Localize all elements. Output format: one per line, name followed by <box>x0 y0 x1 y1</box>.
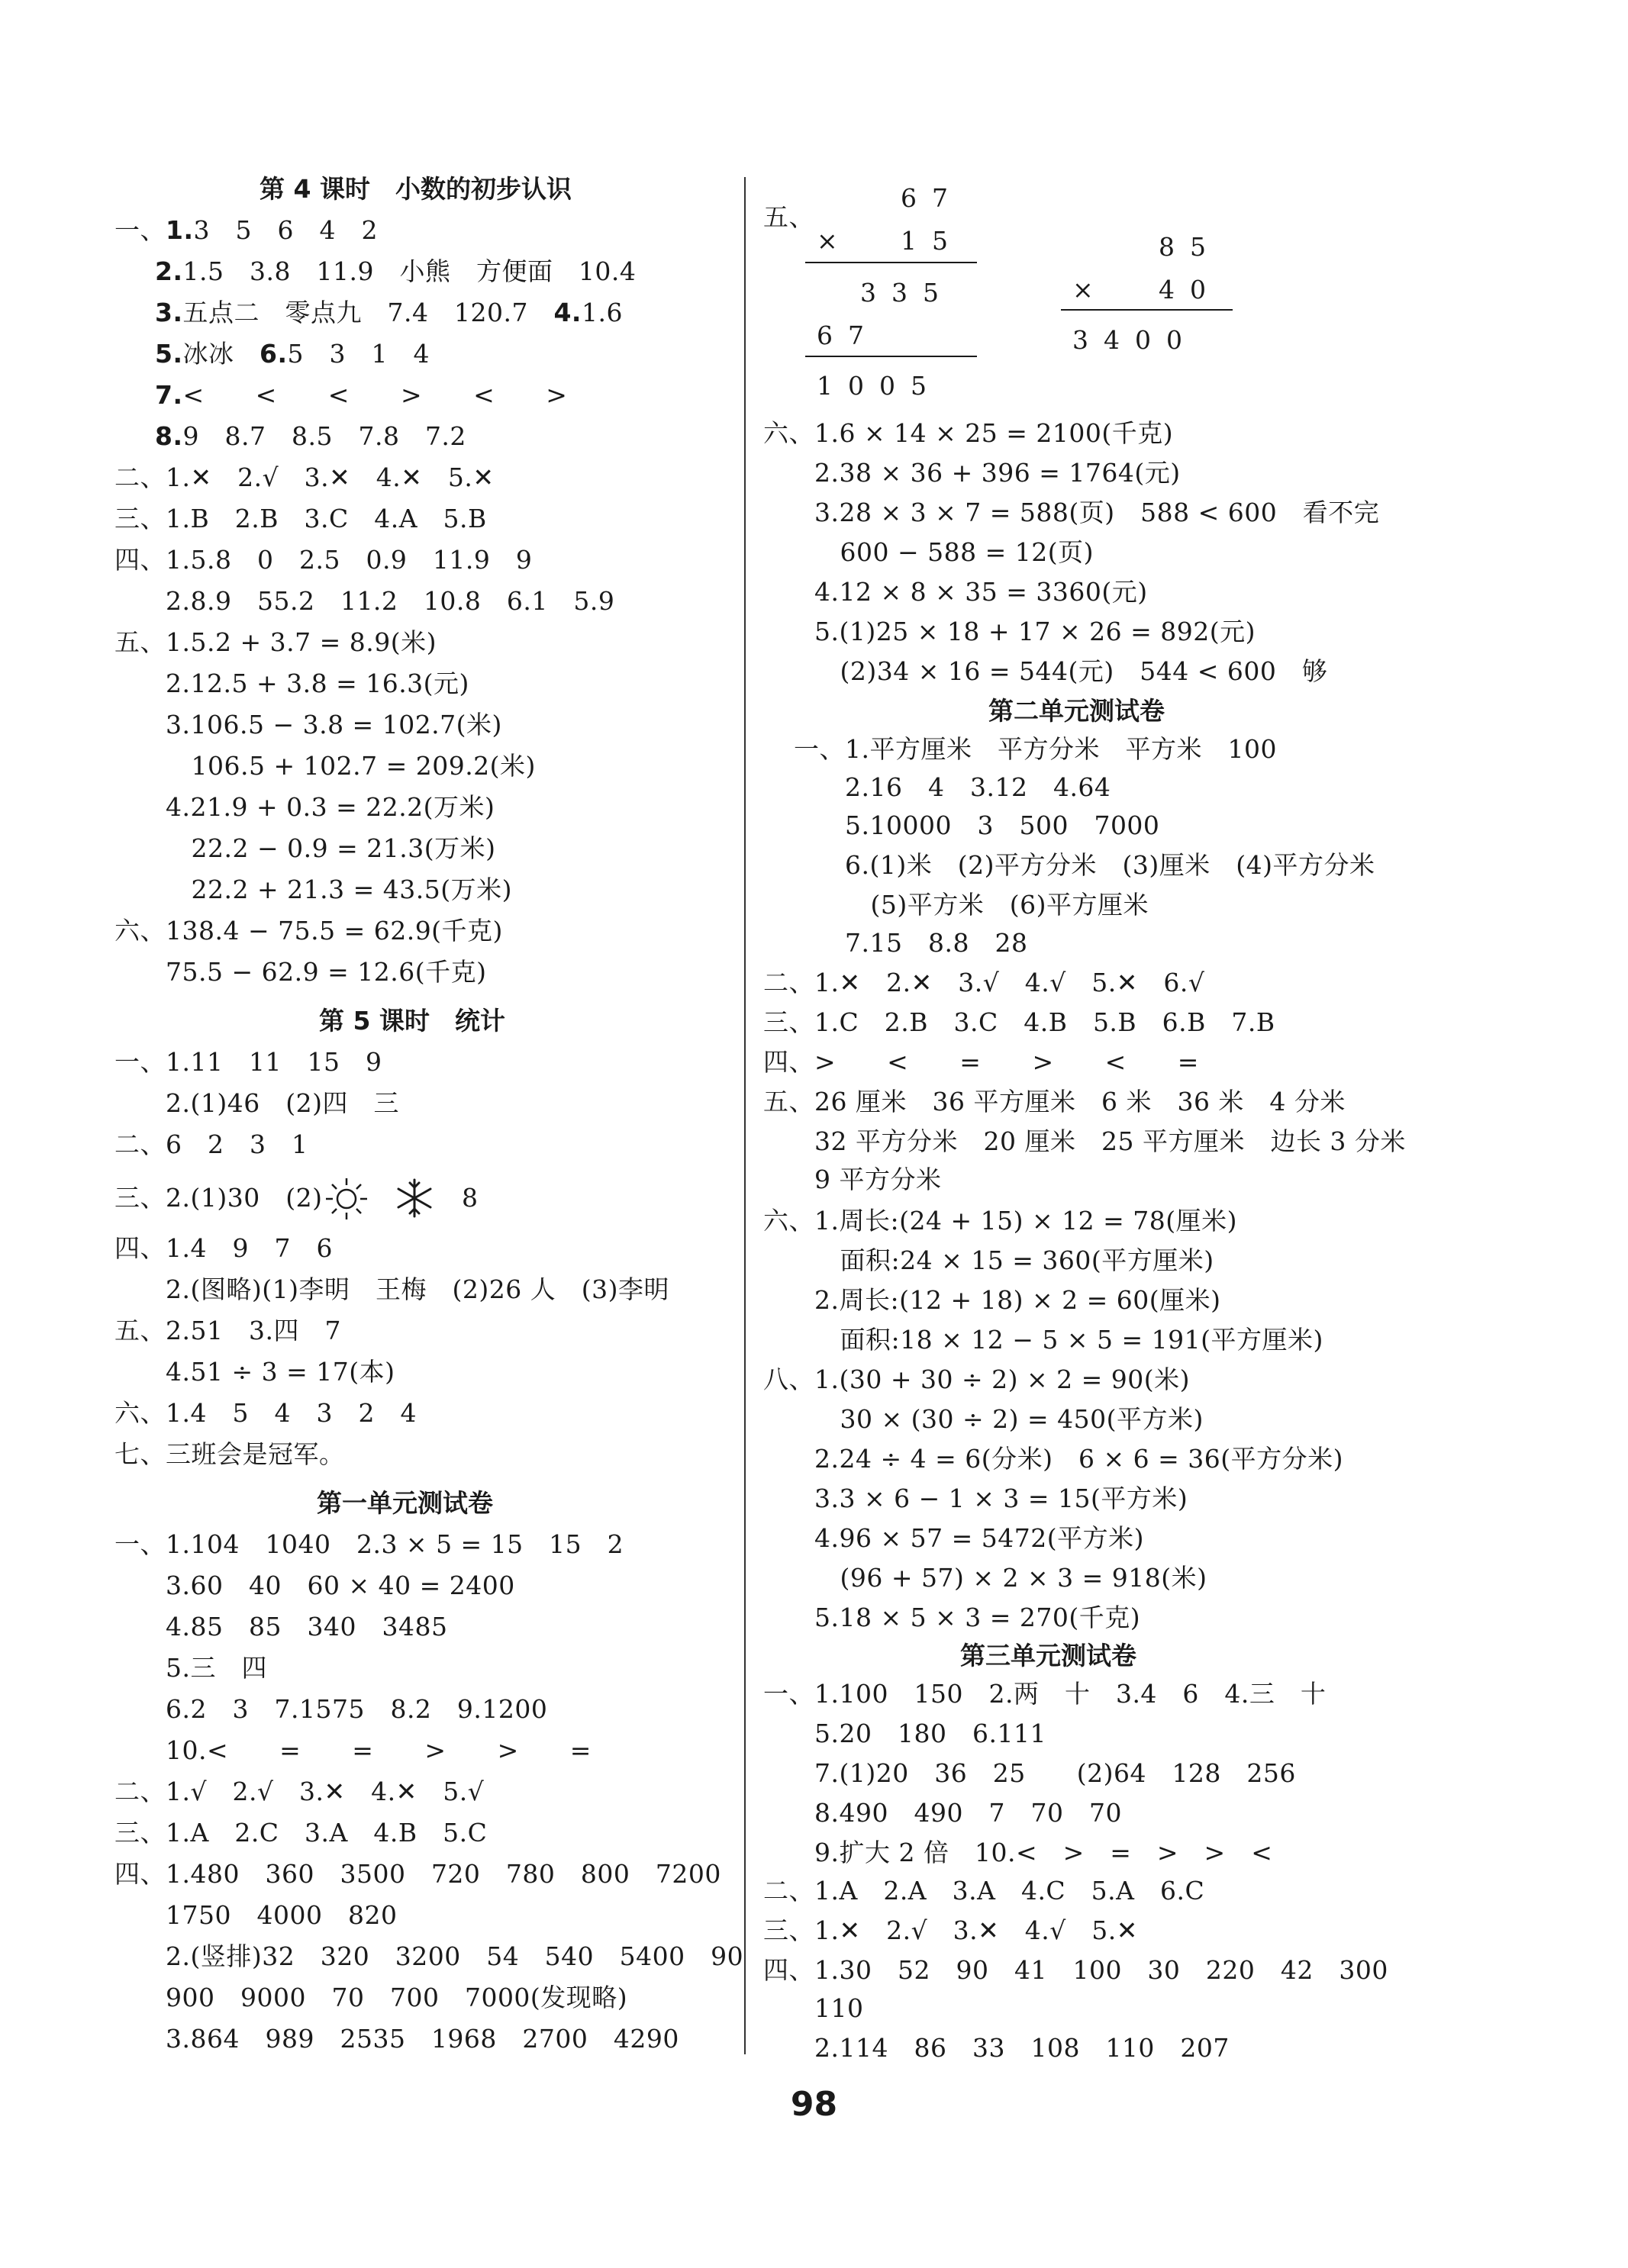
answer-line: 二、1.✕ 2.✕ 3.√ 4.√ 5.✕ 6.√ <box>763 968 1205 997</box>
product: 1005 <box>817 371 942 401</box>
answer-line: 三、1.C 2.B 3.C 4.B 5.B 6.B 7.B <box>763 1007 1275 1037</box>
section-title-unit-3: 第三单元测试卷 <box>960 1641 1136 1670</box>
answer-line: 三、1.A 2.C 3.A 4.B 5.C <box>114 1818 488 1848</box>
answer-line: 22.2 − 0.9 = 21.3(万米) <box>114 833 496 863</box>
answer-line: 2.8.9 55.2 11.2 10.8 6.1 5.9 <box>114 586 615 616</box>
answer-line: 9 平方分米 <box>763 1165 942 1194</box>
rule-line <box>1061 309 1233 311</box>
multiplier: 40 <box>1159 275 1221 304</box>
answer-line: 5.(1)25 × 18 + 17 × 26 = 892(元) <box>763 617 1256 646</box>
answer-line: 一、1.11 11 15 9 <box>114 1047 382 1077</box>
answer-line: 2.114 86 33 108 110 207 <box>763 2033 1230 2063</box>
partial-product-1: 335 <box>860 278 954 308</box>
snowflake-icon <box>393 1177 436 1219</box>
answer-line: 5.10000 3 500 7000 <box>794 810 1160 840</box>
answer-line: 三、2.(1)30 (2) <box>114 1183 323 1213</box>
answer-line: 7.(1)20 36 25 (2)64 128 256 <box>763 1758 1296 1788</box>
answer-line: 8.490 490 7 70 70 <box>763 1798 1122 1828</box>
question-label: 五、 <box>763 202 814 232</box>
section-title-unit-1: 第一单元测试卷 <box>317 1488 493 1518</box>
answer-line: 4.21.9 + 0.3 = 22.2(万米) <box>114 792 495 822</box>
multiplicand: 67 <box>901 183 963 213</box>
section-title-unit-2: 第二单元测试卷 <box>988 696 1165 726</box>
answer-line: 五、26 厘米 36 平方厘米 6 米 36 米 4 分米 <box>763 1087 1346 1116</box>
answer-line: 三、1.B 2.B 3.C 4.A 5.B <box>114 504 487 533</box>
answer-line: 面积:18 × 12 − 5 × 5 = 191(平方厘米) <box>763 1325 1323 1355</box>
answer-line: 7.< < < > < > <box>155 380 568 410</box>
answer-line: 三、1.✕ 2.√ 3.✕ 4.√ 5.✕ <box>763 1915 1138 1945</box>
answer-line: 3.106.5 − 3.8 = 102.7(米) <box>114 710 502 739</box>
answer-line: 600 − 588 = 12(页) <box>763 537 1094 567</box>
answer-line: 二、1.✕ 2.√ 3.✕ 4.✕ 5.✕ <box>114 462 495 492</box>
answer-line: 7.15 8.8 28 <box>794 928 1028 958</box>
answer-line: 2.周长:(12 + 18) × 2 = 60(厘米) <box>763 1285 1221 1315</box>
answer-line: 30 × (30 ÷ 2) = 450(平方米) <box>763 1404 1204 1434</box>
answer-line: 6.2 3 7.1575 8.2 9.1200 <box>114 1694 548 1724</box>
answer-line: 1750 4000 820 <box>114 1900 398 1930</box>
multiplier: 15 <box>901 226 963 256</box>
answer-line: 4.96 × 57 = 5472(平方米) <box>763 1523 1144 1553</box>
answer-line: 二、1.√ 2.√ 3.✕ 4.✕ 5.√ <box>114 1777 485 1806</box>
answer-line: 一、1.104 1040 2.3 × 5 = 15 15 2 <box>114 1529 624 1559</box>
answer-line: 一、1.平方厘米 平方分米 平方米 100 <box>794 734 1277 764</box>
answer-line: 75.5 − 62.9 = 12.6(千克) <box>114 957 487 987</box>
answer-line: 2.38 × 36 + 396 = 1764(元) <box>763 458 1181 488</box>
operator: × <box>817 226 853 256</box>
answer-line: 2.24 ÷ 4 = 6(分米) 6 × 6 = 36(平方分米) <box>763 1444 1343 1474</box>
answer-line: 900 9000 70 700 7000(发现略) <box>114 1983 628 2012</box>
answer-line: 110 <box>763 1993 864 2023</box>
answer-line: 四、1.480 360 3500 720 780 800 7200 <box>114 1859 721 1889</box>
section-title-lesson-5: 第 5 课时 统计 <box>319 1006 505 1036</box>
answer-line: 5.冰冰 6.5 3 1 4 <box>155 339 430 369</box>
operator: × <box>1072 275 1109 304</box>
answer-line: 22.2 + 21.3 = 43.5(万米) <box>114 875 512 904</box>
answer-line: 8.9 8.7 8.5 7.8 7.2 <box>155 421 466 451</box>
answer-line: 4.85 85 340 3485 <box>114 1612 448 1641</box>
page-number: 98 <box>790 2085 838 2124</box>
answer-line: 5.18 × 5 × 3 = 270(千克) <box>763 1603 1141 1632</box>
answer-line: 八、1.(30 + 30 ÷ 2) × 2 = 90(米) <box>763 1364 1190 1394</box>
answer-line: 四、1.30 52 90 41 100 30 220 42 300 <box>763 1955 1388 1985</box>
answer-line: 一、1.100 150 2.两 十 3.4 6 4.三 十 <box>763 1679 1327 1709</box>
answer-line: 10.< = = > > = <box>114 1735 592 1765</box>
multiplicand: 85 <box>1159 232 1221 262</box>
answer-line: (5)平方米 (6)平方厘米 <box>794 890 1149 920</box>
answer-line: 七、三班会是冠军。 <box>114 1439 345 1469</box>
answer-line: 五、2.51 3.四 7 <box>114 1316 341 1345</box>
answer-line: 六、138.4 − 75.5 = 62.9(千克) <box>114 916 503 946</box>
answer-line: 3.60 40 60 × 40 = 2400 <box>114 1571 515 1600</box>
answer-line: 2.(1)46 (2)四 三 <box>114 1088 399 1118</box>
answer-line: 一、1.3 5 6 4 2 <box>114 215 378 245</box>
answer-line: 8 <box>462 1183 479 1213</box>
answer-line: 32 平方分米 20 厘米 25 平方厘米 边长 3 分米 <box>763 1126 1406 1156</box>
answer-line: 3.864 989 2535 1968 2700 4290 <box>114 2024 679 2054</box>
column-divider <box>744 177 746 2054</box>
answer-line: 5.20 180 6.111 <box>763 1719 1046 1748</box>
answer-line: 3.28 × 3 × 7 = 588(页) 588 < 600 看不完 <box>763 498 1380 527</box>
answer-line: 6.(1)米 (2)平方分米 (3)厘米 (4)平方分米 <box>794 850 1375 880</box>
answer-line: (2)34 × 16 = 544(元) 544 < 600 够 <box>763 656 1328 686</box>
answer-line: 六、1.周长:(24 + 15) × 12 = 78(厘米) <box>763 1206 1237 1235</box>
answer-line: 二、6 2 3 1 <box>114 1129 308 1159</box>
answer-line: 2.12.5 + 3.8 = 16.3(元) <box>114 668 469 698</box>
rule-line <box>805 356 977 357</box>
answer-line: 106.5 + 102.7 = 209.2(米) <box>114 751 536 781</box>
answer-line: 4.51 ÷ 3 = 17(本) <box>114 1357 395 1387</box>
answer-line: 四、> < = > < = <box>763 1047 1199 1077</box>
sun-icon <box>323 1175 370 1223</box>
answer-line: 六、1.6 × 14 × 25 = 2100(千克) <box>763 418 1174 448</box>
answer-line: 面积:24 × 15 = 360(平方厘米) <box>763 1245 1214 1275</box>
answer-line: 2.(图略)(1)李明 王梅 (2)26 人 (3)李明 <box>114 1274 669 1304</box>
answer-line: 六、1.4 5 4 3 2 4 <box>114 1398 417 1428</box>
rule-line <box>805 262 977 263</box>
answer-line: (96 + 57) × 2 × 3 = 918(米) <box>763 1563 1207 1593</box>
answer-line: 2.16 4 3.12 4.64 <box>794 772 1111 802</box>
answer-line: 3.3 × 6 − 1 × 3 = 15(平方米) <box>763 1484 1188 1513</box>
answer-line: 五、1.5.2 + 3.7 = 8.9(米) <box>114 627 437 657</box>
partial-product-2: 67 <box>817 321 879 350</box>
section-title-lesson-4: 第 4 课时 小数的初步认识 <box>260 174 572 204</box>
answer-line: 3.五点二 零点九 7.4 120.7 4.1.6 <box>155 298 623 327</box>
answer-line: 2.(竖排)32 320 3200 54 540 5400 90 <box>114 1941 744 1971</box>
answer-line: 2.1.5 3.8 11.9 小熊 方便面 10.4 <box>155 256 637 286</box>
answer-line: 9.扩大 2 倍 10.< > = > > < <box>763 1838 1273 1867</box>
answer-line: 5.三 四 <box>114 1653 267 1683</box>
product: 3400 <box>1072 325 1198 355</box>
answer-line: 二、1.A 2.A 3.A 4.C 5.A 6.C <box>763 1876 1205 1906</box>
answer-line: 四、1.5.8 0 2.5 0.9 11.9 9 <box>114 545 533 575</box>
answer-line: 4.12 × 8 × 35 = 3360(元) <box>763 577 1148 607</box>
answer-line: 四、1.4 9 7 6 <box>114 1233 333 1263</box>
